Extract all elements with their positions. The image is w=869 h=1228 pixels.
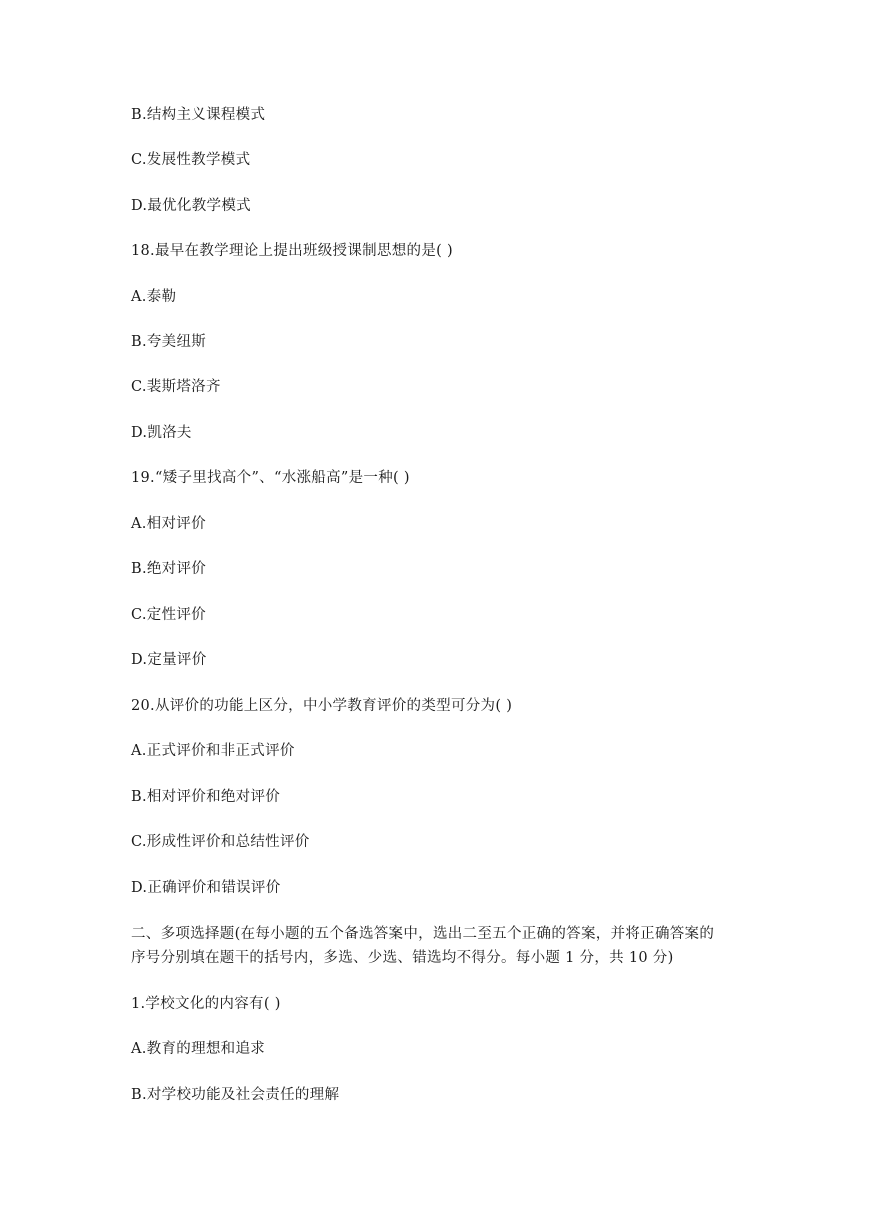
option-b-q19: B.绝对评价 <box>131 561 207 577</box>
option-a-q1-multi: A.教育的理想和追求 <box>131 1041 266 1057</box>
option-d-q19: D.定量评价 <box>131 652 207 668</box>
question-18: 18.最早在教学理论上提出班级授课制思想的是( ) <box>131 243 453 259</box>
option-b-q17: B.结构主义课程模式 <box>131 107 266 123</box>
question-20: 20.从评价的功能上区分，中小学教育评价的类型可分为( ) <box>131 698 513 714</box>
section-heading-line-1: 二、多项选择题(在每小题的五个备选答案中，选出二至五个正确的答案，并将正确答案的 <box>131 926 715 942</box>
option-a-q19: A.相对评价 <box>131 516 206 532</box>
option-d-q20: D.正确评价和错误评价 <box>131 880 281 896</box>
section-heading-line-2: 序号分别填在题干的括号内，多选、少选、错选均不得分。每小题 1 分，共 10 分) <box>131 950 674 966</box>
question-1-multi: 1.学校文化的内容有( ) <box>131 996 281 1012</box>
question-19: 19.“矮子里找高个”、“水涨船高”是一种( ) <box>131 470 410 486</box>
option-a-q20: A.正式评价和非正式评价 <box>131 743 295 759</box>
option-b-q20: B.相对评价和绝对评价 <box>131 789 281 805</box>
option-c-q18: C.裴斯塔洛齐 <box>131 379 221 395</box>
option-a-q18: A.泰勒 <box>131 289 177 305</box>
option-c-q17: C.发展性教学模式 <box>131 152 251 168</box>
option-b-q1-multi: B.对学校功能及社会责任的理解 <box>131 1087 340 1103</box>
option-c-q20: C.形成性评价和总结性评价 <box>131 834 310 850</box>
option-d-q18: D.凯洛夫 <box>131 425 192 441</box>
option-d-q17: D.最优化教学模式 <box>131 198 251 214</box>
option-c-q19: C.定性评价 <box>131 607 206 623</box>
option-b-q18: B.夸美纽斯 <box>131 334 207 350</box>
